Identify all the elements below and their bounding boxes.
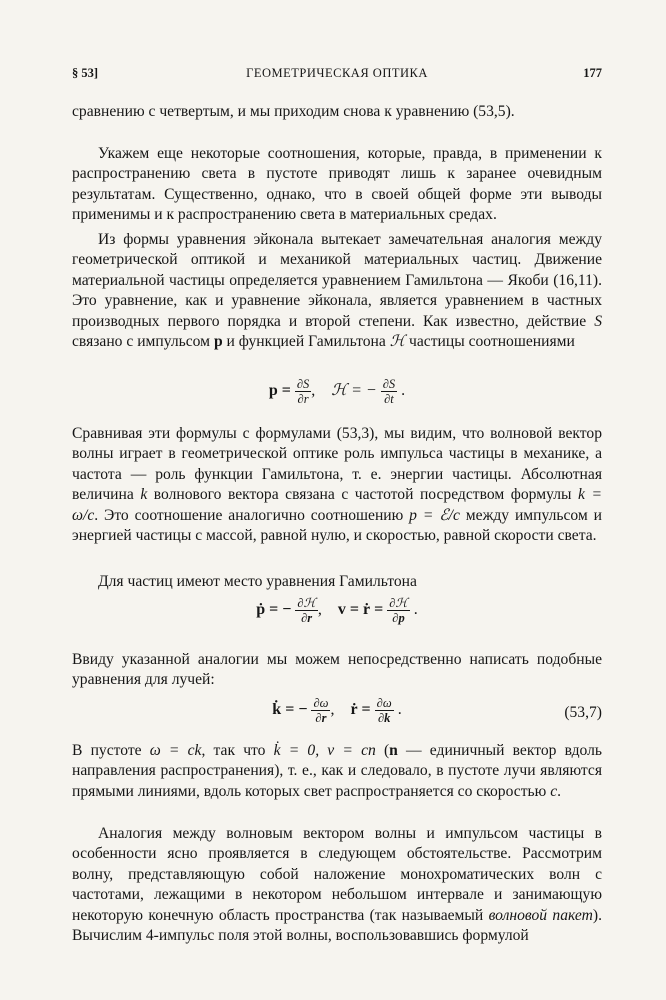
formula-p-energy: p = ℰ/c	[409, 506, 460, 524]
momentum-symbol: p	[213, 333, 223, 351]
paragraph-rays-intro: Ввиду указанной аналогии мы можем непосредственно написать подобные уравнения для лучей:	[72, 651, 602, 689]
equation-number: (53,7)	[564, 704, 602, 721]
running-header	[72, 66, 602, 84]
speed-of-light-symbol: c	[550, 782, 558, 800]
action-symbol: S	[594, 312, 602, 330]
text-run: , так что	[201, 742, 274, 759]
paragraph-analogy	[72, 230, 602, 352]
page-number: 177	[583, 66, 602, 80]
numerator: ∂ω	[313, 696, 329, 710]
formula-k-omega: k = ω/c	[72, 486, 603, 524]
text-run: частицы соотношениями	[405, 333, 575, 351]
hamiltonian-symbol: ℋ	[389, 333, 406, 351]
fraction	[311, 696, 330, 725]
denominator: ∂r	[315, 711, 327, 725]
eq-lhs: v = ṙ =	[337, 601, 384, 619]
paragraph-relations: Укажем еще некоторые соотношения, которые, правда, в применении к распространению света в пустоте приводят лишь к заранее очевидным результатам. Существенно, однако, что в своей общей форме эти выводы применимы и к распространению света в материальных средах.	[72, 145, 602, 224]
text-run: В пустоте	[72, 742, 150, 759]
fraction	[381, 377, 397, 406]
text-run: — единичный вектор вдоль направления распространения), т. е., как и следовало, в пустоте лучи являются прямыми линиями, вдоль которых свет распространяется со скоростью	[72, 742, 602, 800]
wavevector-symbol: k	[140, 486, 148, 504]
term-wave-packet: волновой пакет	[488, 906, 593, 924]
denominator: ∂r	[301, 611, 313, 625]
period: .	[401, 382, 406, 400]
text-run: между импульсом и энергией частицы с массой, равной нулю, и скоростью, равной скорости света.	[72, 506, 603, 545]
fraction	[387, 596, 410, 625]
paragraph-wave-packet	[72, 824, 602, 946]
eq-lhs: ṙ =	[350, 701, 371, 719]
numerator: ∂ω	[376, 696, 392, 710]
text-run: и функцией Гамильтона	[222, 333, 390, 351]
text-run: волнового вектора связана с частотой посредством формулы	[147, 486, 579, 504]
paragraph-continuation: сравнению с четвертым, и мы приходим снова к уравнению (53,5).	[72, 103, 515, 120]
eq-lhs: k̇ = −	[272, 701, 308, 719]
text-run: Сравнивая эти формулы с формулами (53,3), мы видим, что волновой вектор волны играет в геометрической оптике роль импульса частицы в механике, а частота — роль функции Гамильтона, т. е. энергии частицы. Абсолютная величина	[72, 425, 602, 504]
unit-vector-symbol: n	[389, 742, 398, 759]
paragraph-vacuum	[72, 741, 602, 802]
fraction	[375, 696, 394, 725]
equation-body	[72, 696, 602, 725]
denominator: ∂t	[384, 392, 394, 406]
denominator: ∂r	[297, 392, 309, 406]
equation-rays	[72, 696, 602, 736]
numerator: ∂ℋ	[389, 596, 408, 610]
period: .	[413, 601, 418, 619]
numerator: ∂ℋ	[297, 596, 316, 610]
fraction	[295, 377, 311, 406]
numerator: ∂S	[382, 377, 396, 391]
eq-lhs: ℋ = −	[331, 382, 377, 400]
formula-k-dot-zero: k̇ = 0, v = cn	[273, 742, 376, 759]
eq-lhs: ṗ = −	[256, 601, 292, 619]
equation-momentum-hamiltonian	[72, 377, 602, 417]
separator: ,	[330, 701, 335, 719]
eq-lhs: p =	[268, 382, 291, 400]
denominator: ∂k	[377, 711, 391, 725]
paragraph-comparison	[72, 424, 602, 546]
text-run: . Это соотношение аналогично соотношению	[94, 506, 410, 524]
text-run: Из формы уравнения эйконала вытекает замечательная аналогия между геометрической оптикой и механикой материальных частиц. Движение материальной частицы определяется уравнением Гамильтона — Якоби (16,11). Это уравнение, как и уравнение эйконала, является уравнением в частных производных первого порядка и второй степени. Как известно, действие	[72, 231, 602, 330]
fraction	[295, 596, 318, 625]
separator: ,	[311, 382, 316, 400]
paragraph-hamilton-intro: Для частиц имеют место уравнения Гамильтона	[98, 573, 417, 590]
formula-omega-ck: ω = ck	[149, 742, 202, 759]
section-ref: § 53]	[72, 66, 99, 80]
numerator: ∂S	[296, 377, 310, 391]
equation-hamilton	[72, 596, 602, 636]
text-run: .	[557, 782, 562, 800]
text-run: Аналогия между волновым вектором волны и импульсом частицы в особенности ясно проявляется в следующем обстоятельстве. Рассмотрим волну, представляющую собой наложение монохроматических волн с частотами, лежащими в некотором небольшом интервале и занимающую некоторую конечную область пространства (так называемый	[72, 825, 602, 924]
text-run: связано с импульсом	[72, 333, 214, 351]
period: .	[397, 701, 402, 719]
chapter-title: ГЕОМЕТРИЧЕСКАЯ ОПТИКА	[246, 66, 428, 80]
denominator: ∂p	[392, 611, 405, 625]
text-run: (	[375, 742, 390, 759]
text-run: ). Вычислим 4-импульс поля этой волны, воспользовавшись формулой	[72, 906, 602, 945]
separator: ,	[317, 601, 322, 619]
